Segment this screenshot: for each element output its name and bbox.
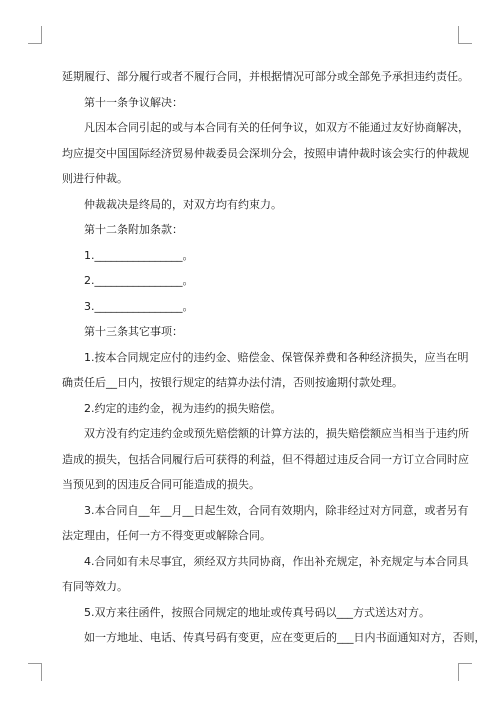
- document-line: 如一方地址、电话、传真号码有变更，应在变更后的___日内书面通知对方，否则，: [84, 631, 486, 644]
- document-line: 1.按本合同规定应付的违约金、赔偿金、保管保养费和各种经济损失，应当在明: [84, 350, 469, 364]
- document-line: 凡因本合同引起的或与本合同有关的任何争议，如双方不能通过友好协商解决，: [84, 121, 469, 134]
- document-line: 延期履行、部分履行或者不履行合同，并根据情况可部分或全部免予承担违约责任。: [62, 70, 469, 83]
- document-line: 3.________________。: [84, 299, 194, 313]
- document-body: [62, 64, 486, 651]
- document-line: 当预见到的因违反合同可能造成的损失。: [62, 478, 260, 491]
- document-line: 2.________________。: [84, 274, 194, 287]
- document-line: 第十二条附加条款：: [84, 223, 183, 236]
- crop-mark-bottom-left: [28, 663, 42, 681]
- document-line: 第十三条其它事项：: [84, 325, 183, 338]
- crop-mark-top-left: [28, 26, 42, 44]
- document-line: 仲裁裁决是终局的，对双方均有约束力。: [84, 197, 282, 211]
- document-line: 2.约定的违约金，视为违约的损失赔偿。: [84, 401, 282, 415]
- document-line: 双方没有约定违约金或预先赔偿额的计算方法的，损失赔偿额应当相当于违约所: [84, 427, 469, 440]
- document-line: 确责任后__日内，按银行规定的结算办法付清，否则按逾期付款处理。: [62, 376, 403, 389]
- document-line: 有同等效力。: [62, 580, 128, 593]
- document-line: 5.双方来往函件，按照合同规定的地址或传真号码以___方式送达对方。: [84, 605, 430, 619]
- document-line: 4.合同如有未尽事宜，须经双方共同协商，作出补充规定，补充规定与本合同具: [84, 554, 469, 568]
- document-line: 均应提交中国国际经济贸易仲裁委员会深圳分会，按照申请仲裁时该会实行的仲裁规: [62, 146, 469, 160]
- document-line: 造成的损失，包括合同履行后可获得的利益，但不得超过违反合同一方订立合同时应: [62, 452, 469, 466]
- crop-mark-top-right: [458, 26, 472, 44]
- document-line: 第十一条争议解决：: [84, 95, 183, 109]
- document-line: 则进行仲裁。: [62, 172, 128, 185]
- document-line: 3.本合同自__年__月__日起生效，合同有效期内，除非经过对方同意，或者另有: [84, 503, 469, 517]
- document-line: 1.________________。: [84, 248, 194, 262]
- crop-mark-bottom-right: [458, 663, 472, 681]
- document-line: 法定理由，任何一方不得变更或解除合同。: [62, 529, 271, 542]
